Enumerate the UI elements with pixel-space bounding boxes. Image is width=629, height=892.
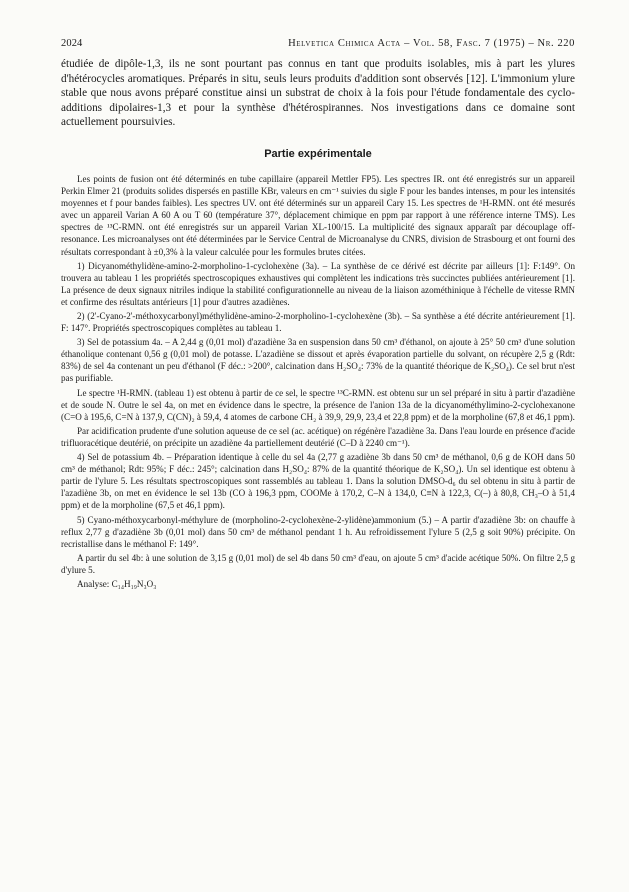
salt-4b-paragraph: 4) Sel de potassium 4b. – Préparation identique à celle du sel 4a (2,77 g azadiène 3b dans 50 cm³ de méthanol, 0,6 g de KOH dans 50 cm³ de méthanol; Rdt: 95%; F déc.: 245°; calcination dans H₂SO₄: 87% de la quantité théorique de K₂SO₄). Un sel identique est obtenu à partir de l'ylure 5. Les résultats spectroscopiques sont rassemblés au tableau 1. Dans la solution DMSO-d₆ du sel obtenu in situ à partir de l'azadiène 3b, on met en évidence le sel 13b (CO à 196,3 ppm, COOMe à 170,2, C–N à 134,0, C≡N à 122,3, C(–) à 80,8, CH₃–O à 51,4 ppm) et de la morpholine (67,5 et 46,1 ppm). <box>61 452 575 511</box>
intro-paragraph: étudiée de dipôle-1,3, ils ne sont pourtant pas connus en tant que produits isolables, mis à part les ylures d'hétérocycles aromatiques. Préparés in situ, seuls leurs produits d'addition sont observés [12]. L'immonium ylure stable que nous avons préparé constitue ainsi un substrat de choix à la fois pour l'étude fondamentale des cyclo-additions dipolaires-1,3 et pour la synthèse d'hétérospirannes. Nos investigations dans ce domaine sont actuellement poursuivies. <box>61 58 575 129</box>
general-methods-paragraph: Les points de fusion ont été déterminés en tube capillaire (appareil Mettler FP5). Les spectres IR. ont été enregistrés sur un appareil Perkin Elmer 21 (produits solides dispersés en pastille KBr, valeurs en cm⁻¹ suivies du sigle F pour les bandes intenses, m pour les intensités moyennes et f pour bandes faibles). Les spectres UV. ont été déterminés sur un appareil Cary 15. Les spectres de ¹H-RMN. ont été mesurés avec un appareil Varian A 60 A ou T 60 (température 37°, déplacement chimique en ppm par rapport à une référence interne TMS). Les spectres de ¹³C-RMN. ont été enregistrés sur un appareil Varian XL-100/15. La multiplicité des signaux apparaît par découplage off-resonance. Les microanalyses ont été déterminées par le Service Central de Microanalyse du CNRS, division de Strasbourg et ont fourni des résultats correspondant à ±0,3% à la valeur calculée pour les formules brutes citées. <box>61 173 575 257</box>
page-number: 2024 <box>61 38 83 49</box>
compound-3a-paragraph: 1) Dicyanométhylidène-amino-2-morpholino-1-cyclohexène (3a). – La synthèse de ce dérivé est décrite par ailleurs [1]: F:149°. On trouvera au tableau 1 les propriétés spectroscopiques exhaustives qui complètent les indications très succinctes publiées antérieurement [1]. La présence de deux signaux nitriles indique la stabilité configurationnelle au niveau de la liaison azométhinique à l'échelle de vitesse RMN et confirme des résultats antérieurs [1] pour d'autres azadiènes. <box>61 260 575 307</box>
section-title: Partie expérimentale <box>264 147 372 160</box>
running-title: Helvetica Chimica Acta – Vol. 58, Fasc. 7 (1975) – Nr. 220 <box>288 38 575 49</box>
ylure-5-paragraph: 5) Cyano-méthoxycarbonyl-méthylure de (morpholino-2-cyclohexène-2-ylidène)ammonium (5.) – A partir d'azadiène 3b: on chauffe à reflux 2,77 g d'azadiène 3b (0,01 mol) dans 50 cm³ de méthanol pendant 1 h. Au refroidissement l'ylure 5 (2,5 g soit 90%) précipite. On recristallise dans le méthanol F: 149°. <box>61 514 575 549</box>
experimental-section <box>61 173 575 590</box>
salt-4a-acidification-paragraph: Par acidification prudente d'une solution aqueuse de ce sel (ac. acétique) on régénère l'azadiène 3a. Dans l'eau lourde en présence d'acide trifluoracétique deutérié, on précipite un azadiène 4a partiellement deutérié (C–D à 2240 cm⁻¹). <box>61 425 575 448</box>
compound-3b-paragraph: 2) (2'-Cyano-2'-méthoxycarbonyl)méthylidène-amino-2-morpholino-1-cyclohexène (3b). – Sa synthèse a été décrite antérieurement [1]. F: 147°. Propriétés spectroscopiques complètes au tableau 1. <box>61 311 575 334</box>
ylure-5-from-salt-paragraph: A partir du sel 4b: à une solution de 3,15 g (0,01 mol) de sel 4b dans 50 cm³ d'eau, on ajoute 5 cm³ d'acide acétique 50%. On filtre 2,5 g d'ylure 5. <box>61 552 575 575</box>
salt-4a-paragraph: 3) Sel de potassium 4a. – A 2,44 g (0,01 mol) d'azadiène 3a en suspension dans 50 cm³ d'éthanol, on ajoute à 25° 50 cm³ d'une solution éthanolique contenant 0,56 g (0,01 mol) de potasse. L'azadiène se dissout et après évaporation partielle du solvant, on récupère 2,5 g (Rdt: 83%) de sel 4a contenant un peu d'éthanol (F déc.: >200°, calcination dans H₂SO₄: 73% de la quantité théorique de K₂SO₄). Ce sel brut n'est pas purifiable. <box>61 337 575 384</box>
salt-4a-nmr-paragraph: Le spectre ¹H-RMN. (tableau 1) est obtenu à partir de ce sel, le spectre ¹³C-RMN. est obtenu sur un sel préparé in situ à partir d'azadiène et de soude N. Outre le sel 4a, on met en évidence dans le spectre, la présence de l'anion 13a de la dicyanométhylimino-2-cyclohexanone (C=O à 195,6, C=N à 137,9, C(CN)₂ à 59,4, 4 atomes de carbone CH₂ à 39,9, 29,9, 23,4 et 22,8 ppm) et de la morpholine (67,8 et 46,1 ppm). <box>61 387 575 422</box>
analysis-line: Analyse: C₁₄H₁₉N₃O₃ <box>77 578 157 589</box>
running-header <box>61 38 575 49</box>
